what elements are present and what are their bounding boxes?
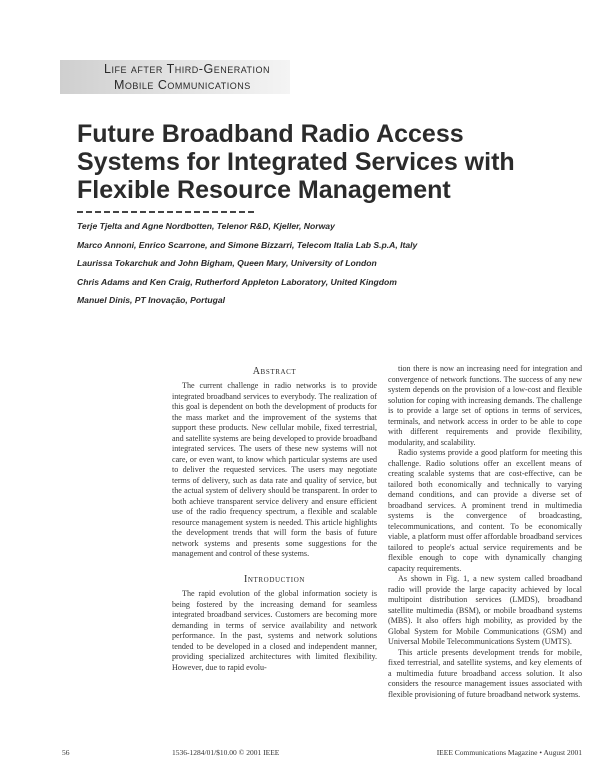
kicker-line-2: Mobile Communications xyxy=(114,78,251,92)
abstract-heading: Abstract xyxy=(252,366,297,377)
right-column-paragraph: As shown in Fig. 1, a new system called broadband radio will provide the large capacity achieved by local multipoint distribution services (LMDS), broadband satellite multimedia (BSM), or mobile broadband systems (MBS). It also offers high mobility, as provided by the Global System for Mobile Communications (GSM) and Universal Mobile Telecommunications System (UMTS). xyxy=(388,574,582,646)
right-column-paragraph: Radio systems provide a good platform for meeting this challenge. Radio solutions offer an excellent means of creating scalable systems that are cost-effective, can be tailored both economically and technically to varying demand conditions, and can provide a diverse set of broadband services. A prominent trend in multimedia systems is the convergence of broadcasting, telecommunications, and content. To be economically viable, a platform must offer affordable broadband services tailored to people's actual service requirements and be flexible enough to cope with dynamically changing capacity requirements. xyxy=(388,448,582,573)
author-line: Manuel Dinis, PT Inovação, Portugal xyxy=(77,295,226,305)
page-footer xyxy=(62,748,582,762)
article-title: Future Broadband Radio Access Systems for Integrated Services with Flexible Resource Management xyxy=(77,120,515,204)
right-column-paragraph: This article presents development trends for mobile, fixed terrestrial, and satellite systems, and key elements of a multimedia future broadband access solution. It also considers the resource management issues associated with flexible provisioning of future broadband network systems. xyxy=(388,647,582,699)
author-list xyxy=(77,217,577,310)
right-column xyxy=(388,364,582,730)
title-divider xyxy=(77,211,257,213)
introduction-heading: Introduction xyxy=(243,574,306,585)
introduction-text: The rapid evolution of the global information society is being fostered by the increasing demand for seamless integrated broadband services. Customers are becoming more demanding in terms of service availability and network performance. In the past, systems and network solutions tended to be developed in a closed and independent manner, providing specialized architectures with limited flexibility. However, due to rapid evolu- xyxy=(172,589,377,672)
journal-name: IEEE Communications Magazine • August 2001 xyxy=(436,748,582,757)
author-line: Laurissa Tokarchuk and John Bigham, Queen Mary, University of London xyxy=(77,258,377,268)
section-kicker xyxy=(60,50,300,102)
abstract-text: The current challenge in radio networks is to provide integrated broadband services to everybody. The realization of this goal is dependent on both the development of products for the mass market and the improvement of the systems that support these products. New cellular mobile, fixed terrestrial, and satellite systems are being developed to provide broadband integrated services. The users of these new systems will not care, or even want, to know which particular systems are used to deliver the requested services. The users may negotiate terms of delivery, such as data rate and quality of service, but the actual system of delivery should be transparent. In order to both achieve transparent service delivery and ensure efficient use of the radio frequency spectrum, a flexible and scalable resource management system is needed. This article highlights the development trends that will form the basis of future network systems and presents some suggestions for the management and control of these systems. xyxy=(172,381,377,558)
kicker-line-1: Life after Third-Generation xyxy=(104,62,271,76)
issn-line: 1536-1284/01/$10.00 © 2001 IEEE xyxy=(172,748,280,757)
author-line: Marco Annoni, Enrico Scarrone, and Simone Bizzarri, Telecom Italia Lab S.p.A, Italy xyxy=(77,239,418,250)
author-line: Terje Tjelta and Agne Nordbotten, Telenor R&D, Kjeller, Norway xyxy=(77,221,335,231)
page-number: 56 xyxy=(62,748,70,757)
author-line: Chris Adams and Ken Craig, Rutherford Appleton Laboratory, United Kingdom xyxy=(77,276,397,287)
right-column-paragraph: tion there is now an increasing need for integration and convergence of network functions. The success of any new system depends on the provision of a low-cost and flexible solution for coping with increasing demands. The challenge is to provide a large set of options in terms of services, terminals, and network access in order to be able to cope with different requirements and provide flexibility, modularity, and scalability. xyxy=(388,364,582,447)
